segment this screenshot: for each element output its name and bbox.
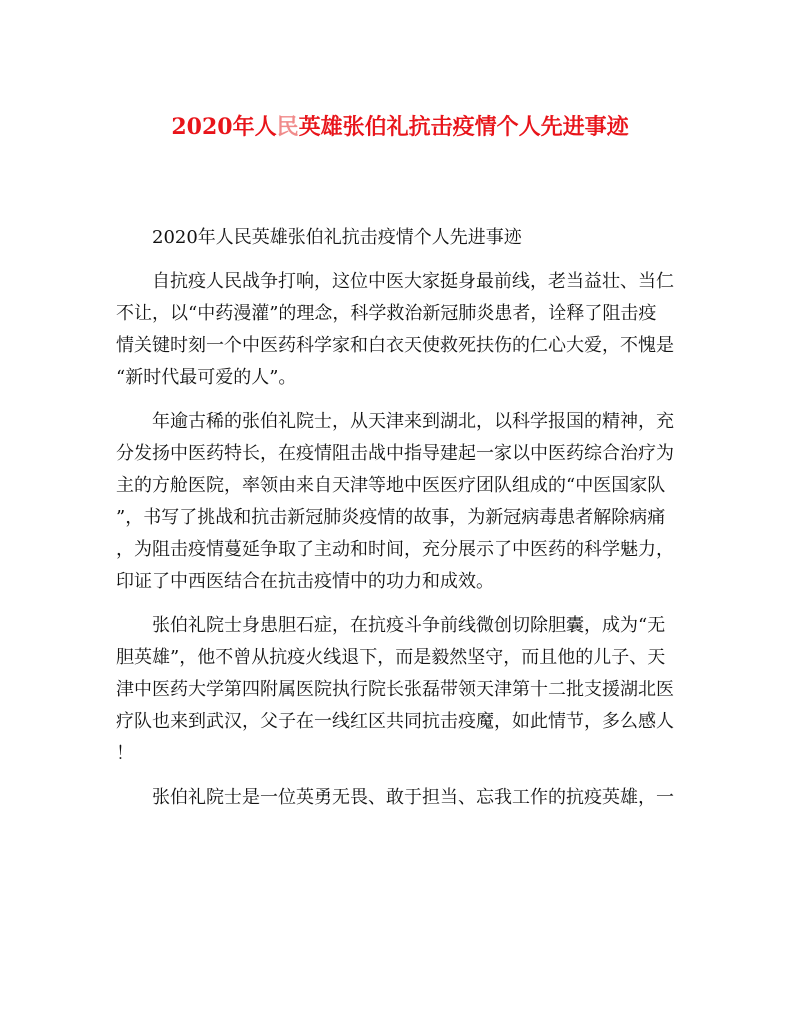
document-title bbox=[0, 112, 800, 142]
title-part-3: 英雄张伯礼抗击疫情个人先进事迹 bbox=[298, 114, 629, 140]
title-part-1: 2020年人 bbox=[171, 114, 277, 140]
document-subtitle: 2020年人民英雄张伯礼抗击疫情个人先进事迹 bbox=[152, 227, 522, 248]
paragraph-line: 张伯礼院士身患胆石症，在抗疫斗争前线微创切除胆囊，成为“无 bbox=[152, 615, 666, 636]
paragraph-line: 年逾古稀的张伯礼院士，从天津来到湖北，以科学报国的精神，充 bbox=[152, 411, 674, 432]
paragraph-line: 津中医药大学第四附属医院执行院长张磊带领天津第十二批支援湖北医 bbox=[116, 679, 674, 700]
paragraph-4 bbox=[116, 782, 684, 814]
paragraph-gap bbox=[116, 254, 684, 266]
paragraph-gap bbox=[116, 394, 684, 406]
paragraph-line: ，为阻击疫情蔓延争取了主动和时间，充分展示了中医药的科学魅力， bbox=[116, 539, 674, 560]
paragraph-line: 分发扬中医药特长，在疫情阻击战中指导建起一家以中医药综合治疗为 bbox=[116, 443, 674, 464]
paragraph-line: “新时代最可爱的人”。 bbox=[116, 367, 297, 388]
paragraph-gap bbox=[116, 770, 684, 782]
document-body bbox=[116, 222, 684, 814]
paragraph-2 bbox=[116, 406, 684, 598]
paragraph-line: 自抗疫人民战争打响，这位中医大家挺身最前线，老当益壮、当仁 bbox=[152, 271, 674, 292]
paragraph-line: ！ bbox=[116, 743, 134, 764]
paragraph-line: 印证了中西医结合在抗击疫情中的功力和成效。 bbox=[116, 571, 494, 592]
title-part-2: 民 bbox=[276, 114, 299, 140]
paragraph-line: ”，书写了挑战和抗击新冠肺炎疫情的故事，为新冠病毒患者解除病痛 bbox=[116, 507, 666, 528]
paragraph-line: 张伯礼院士是一位英勇无畏、敢于担当、忘我工作的抗疫英雄，一 bbox=[152, 787, 674, 808]
paragraph-line: 主的方舱医院，率领由来自天津等地中医医疗团队组成的“中医国家队 bbox=[116, 475, 666, 496]
paragraph-line: 情关键时刻一个中医药科学家和白衣天使救死扶伤的仁心大爱，不愧是 bbox=[116, 335, 674, 356]
paragraph-line: 不让，以“中药漫灌”的理念，科学救治新冠肺炎患者，诠释了阻击疫 bbox=[116, 303, 657, 324]
paragraph-gap bbox=[116, 598, 684, 610]
paragraph-3 bbox=[116, 610, 684, 770]
paragraph-line: 胆英雄”，他不曾从抗疫火线退下，而是毅然坚守，而且他的儿子、天 bbox=[116, 647, 666, 668]
paragraph-1 bbox=[116, 266, 684, 394]
paragraph-line: 疗队也来到武汉，父子在一线红区共同抗击疫魔，如此情节，多么感人 bbox=[116, 711, 674, 732]
